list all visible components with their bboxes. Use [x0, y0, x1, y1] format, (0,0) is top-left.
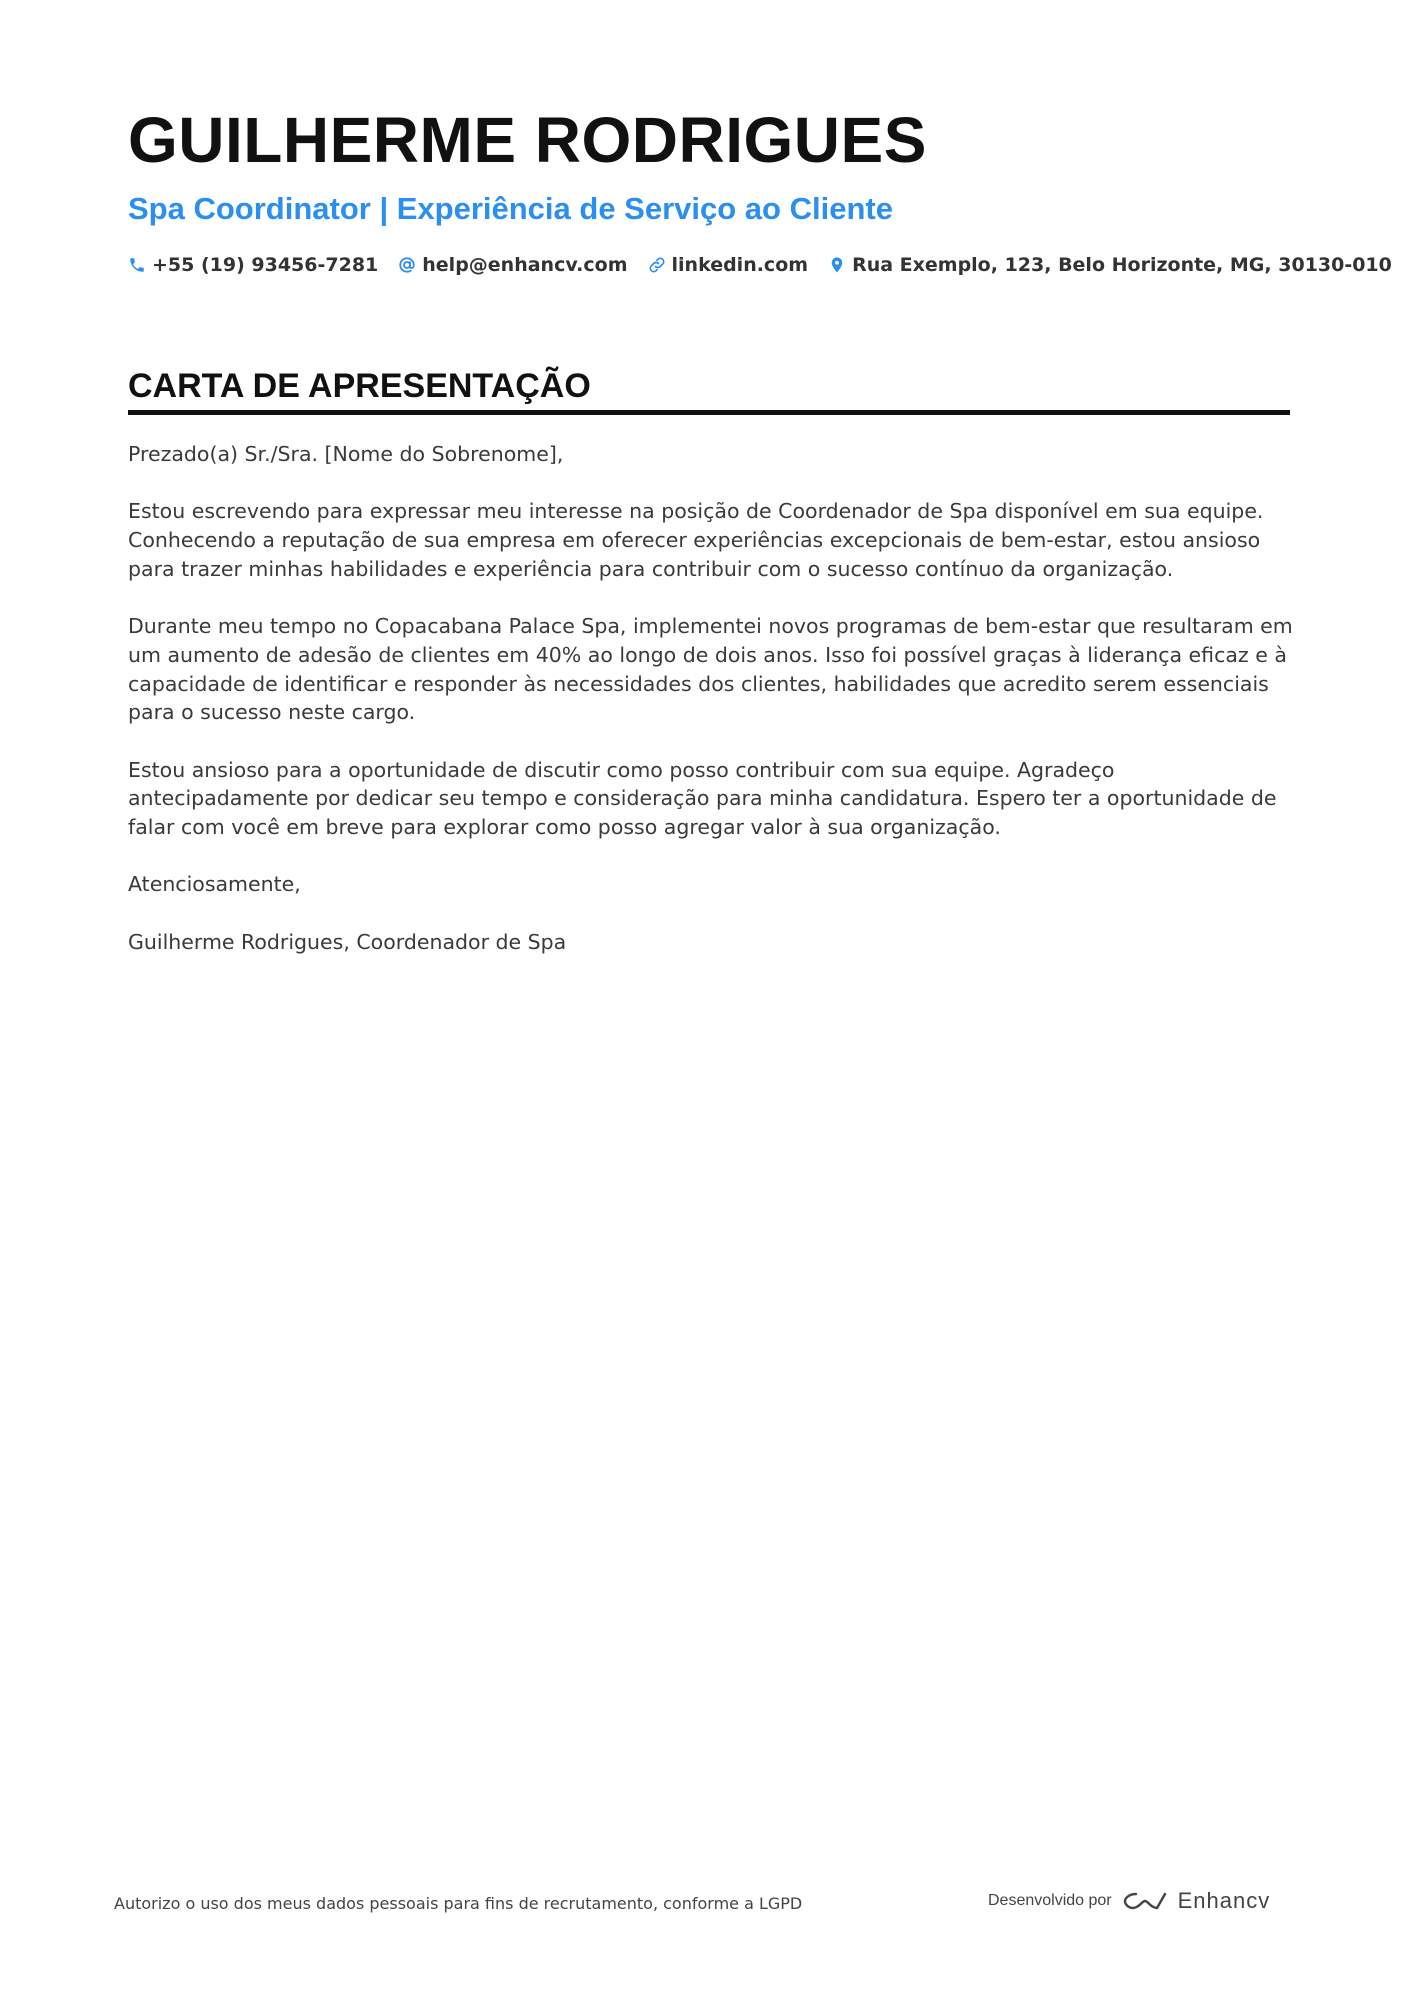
link-icon — [648, 256, 666, 274]
phone-number: +55 (19) 93456-7281 — [152, 254, 379, 276]
powered-by-label: Desenvolvido por — [988, 1892, 1112, 1909]
section-title: CARTA DE APRESENTAÇÃO — [128, 367, 591, 405]
email-address[interactable]: help@enhancv.com — [422, 254, 628, 276]
candidate-name: GUILHERME RODRIGUES — [128, 104, 927, 176]
footer-consent: Autorizo o uso dos meus dados pessoais para fins de recrutamento, conforme a LGPD — [114, 1894, 803, 1913]
letter-salutation: Prezado(a) Sr./Sra. [Nome do Sobrenome], — [128, 442, 564, 466]
letter-closing: Atenciosamente, — [128, 872, 301, 897]
at-icon — [398, 256, 416, 274]
letter-paragraph: Estou ansioso para a oportunidade de discutir como posso contribuir com sua equipe. Agradeço antecipadamente por dedicar seu tempo e consideração para minha candidatura. Espero ter a oportunidade de falar com você em breve para explorar como posso agregar valor à sua organização. — [128, 757, 1277, 840]
linkedin-link[interactable]: linkedin.com — [671, 254, 809, 276]
enhancv-logo[interactable] — [1122, 1888, 1271, 1914]
contact-phone — [128, 254, 378, 276]
enhancv-logo-icon — [1122, 1889, 1168, 1913]
contact-bar — [128, 254, 1392, 276]
section-divider — [128, 410, 1290, 415]
contact-address — [828, 254, 1392, 276]
letter-signature: Guilherme Rodrigues, Coordenador de Spa — [128, 929, 567, 954]
letter-paragraph: Estou escrevendo para expressar meu interesse na posição de Coordenador de Spa disponível em sua equipe. Conhecendo a reputação de sua empresa em oferecer experiências excepcionais de bem-estar, estou ansioso para trazer minhas habilidades e experiência para contribuir com o sucesso contínuo da organização. — [128, 499, 1264, 581]
enhancv-brand: Enhancv — [1177, 1888, 1271, 1913]
contact-linkedin — [648, 254, 809, 276]
phone-icon — [128, 256, 146, 274]
address-text: Rua Exemplo, 123, Belo Horizonte, MG, 30130-010 — [852, 254, 1392, 276]
contact-email — [398, 254, 627, 276]
letter-paragraph: Durante meu tempo no Copacabana Palace Spa, implementei novos programas de bem-estar que resultaram em um aumento de adesão de clientes em 40% ao longo de dois anos. Isso foi possível graças à liderança eficaz e à capacidade de identificar e responder às necessidades dos clientes, habilidades que acredito serem essenciais para o sucesso neste cargo. — [128, 614, 1293, 725]
footer-branding[interactable] — [988, 1888, 1270, 1914]
candidate-subtitle: Spa Coordinator | Experiência de Serviço ao Cliente — [128, 191, 893, 226]
letter-body — [128, 440, 1298, 985]
location-pin-icon — [828, 256, 846, 274]
